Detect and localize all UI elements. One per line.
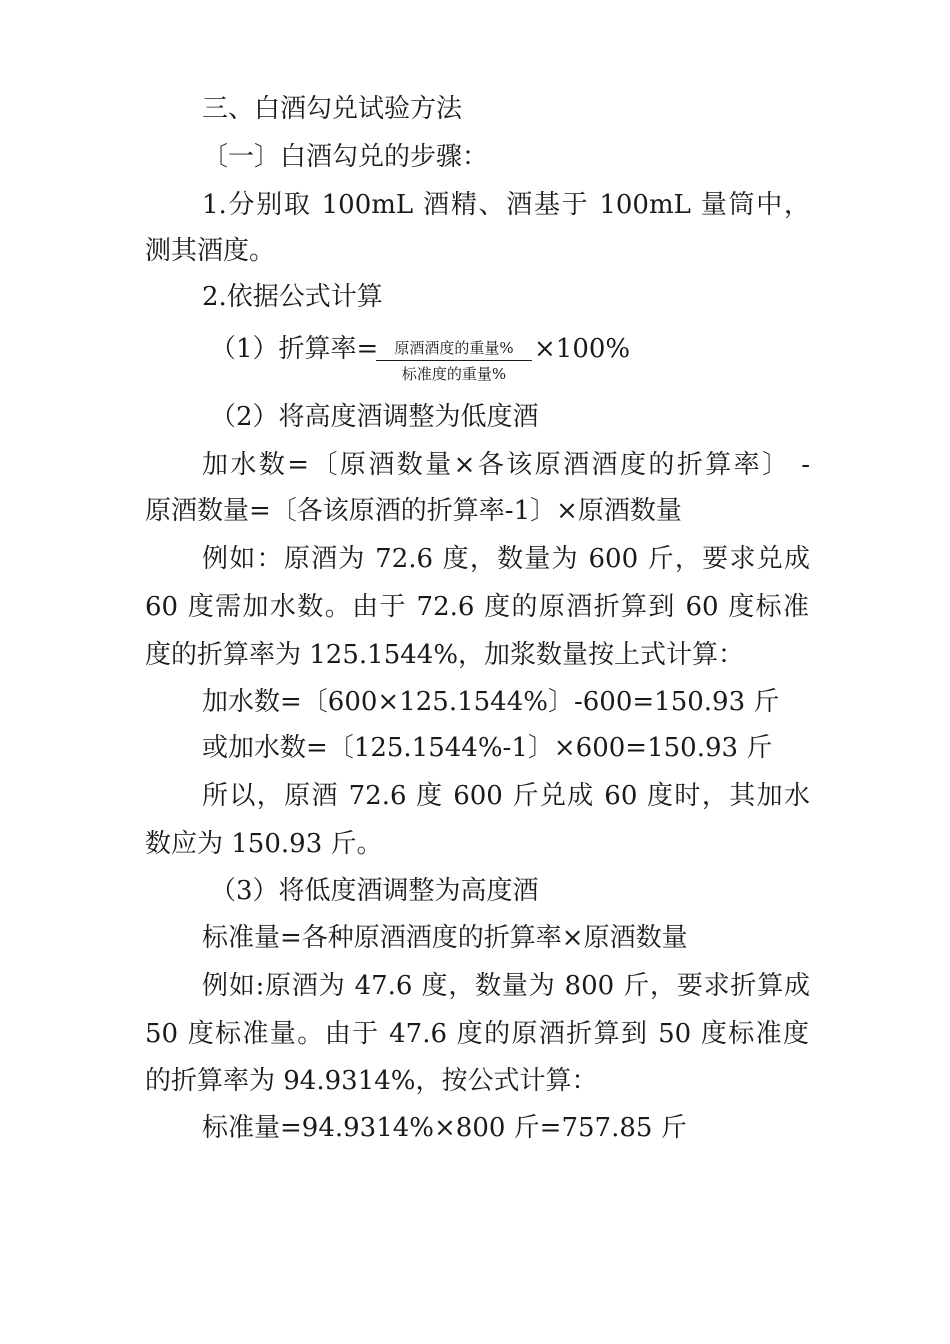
water-formula-line1: 加水数=〔原酒数量×各该原酒酒度的折算率〕 -: [202, 450, 810, 480]
fraction-bar: [376, 360, 532, 361]
standard-formula: 标准量=各种原酒酒度的折算率×原酒数量: [202, 923, 688, 953]
formula-suffix: ×100%: [534, 334, 631, 364]
water-formula-line2: 原酒数量=〔各该原酒的折算率-1〕×原酒数量: [145, 496, 682, 526]
example2-line3: 的折算率为 94.9314%，按公式计算：: [145, 1066, 598, 1096]
conversion-rate-formula: [210, 330, 670, 390]
example2-line1: 例如:原酒为 47.6 度，数量为 800 斤，要求折算成: [202, 971, 810, 1001]
conclusion-line1: 所以，原酒 72.6 度 600 斤兑成 60 度时，其加水: [202, 781, 810, 811]
formula-numerator: 原酒酒度的重量%: [394, 339, 514, 357]
step1-line1: 1.分别取 100mL 酒精、酒基于 100mL 量筒中，: [202, 190, 810, 220]
formula-denominator: 标准度的重量%: [401, 365, 507, 383]
calc1: 加水数=〔600×125.1544%〕-600=150.93 斤: [202, 687, 780, 717]
example1-line1: 例如：原酒为 72.6 度，数量为 600 斤，要求兑成: [202, 544, 810, 574]
example1-line2: 60 度需加水数。由于 72.6 度的原酒折算到 60 度标准: [145, 592, 809, 622]
section-title: 三、白酒勾兑试验方法: [202, 94, 463, 124]
example1-line3: 度的折算率为 125.1544%，加浆数量按上式计算：: [145, 640, 745, 670]
calc2: 或加水数=〔125.1544%-1〕×600=150.93 斤: [202, 733, 773, 763]
part3-title: （3）将低度酒调整为高度酒: [210, 876, 539, 906]
step2-heading: 2.依据公式计算: [202, 282, 383, 312]
formula-label: （1）折算率=: [210, 334, 379, 364]
part2-title: （2）将高度酒调整为低度酒: [210, 402, 539, 432]
step1-line2: 测其酒度。: [145, 236, 276, 266]
conclusion-line2: 数应为 150.93 斤。: [145, 829, 383, 859]
formula-fraction: [376, 338, 532, 384]
example2-line2: 50 度标准量。由于 47.6 度的原酒折算到 50 度标准度: [145, 1019, 809, 1049]
calc3: 标准量=94.9314%×800 斤=757.85 斤: [202, 1113, 687, 1143]
subsection-heading: 〔一〕白酒勾兑的步骤：: [202, 142, 489, 172]
